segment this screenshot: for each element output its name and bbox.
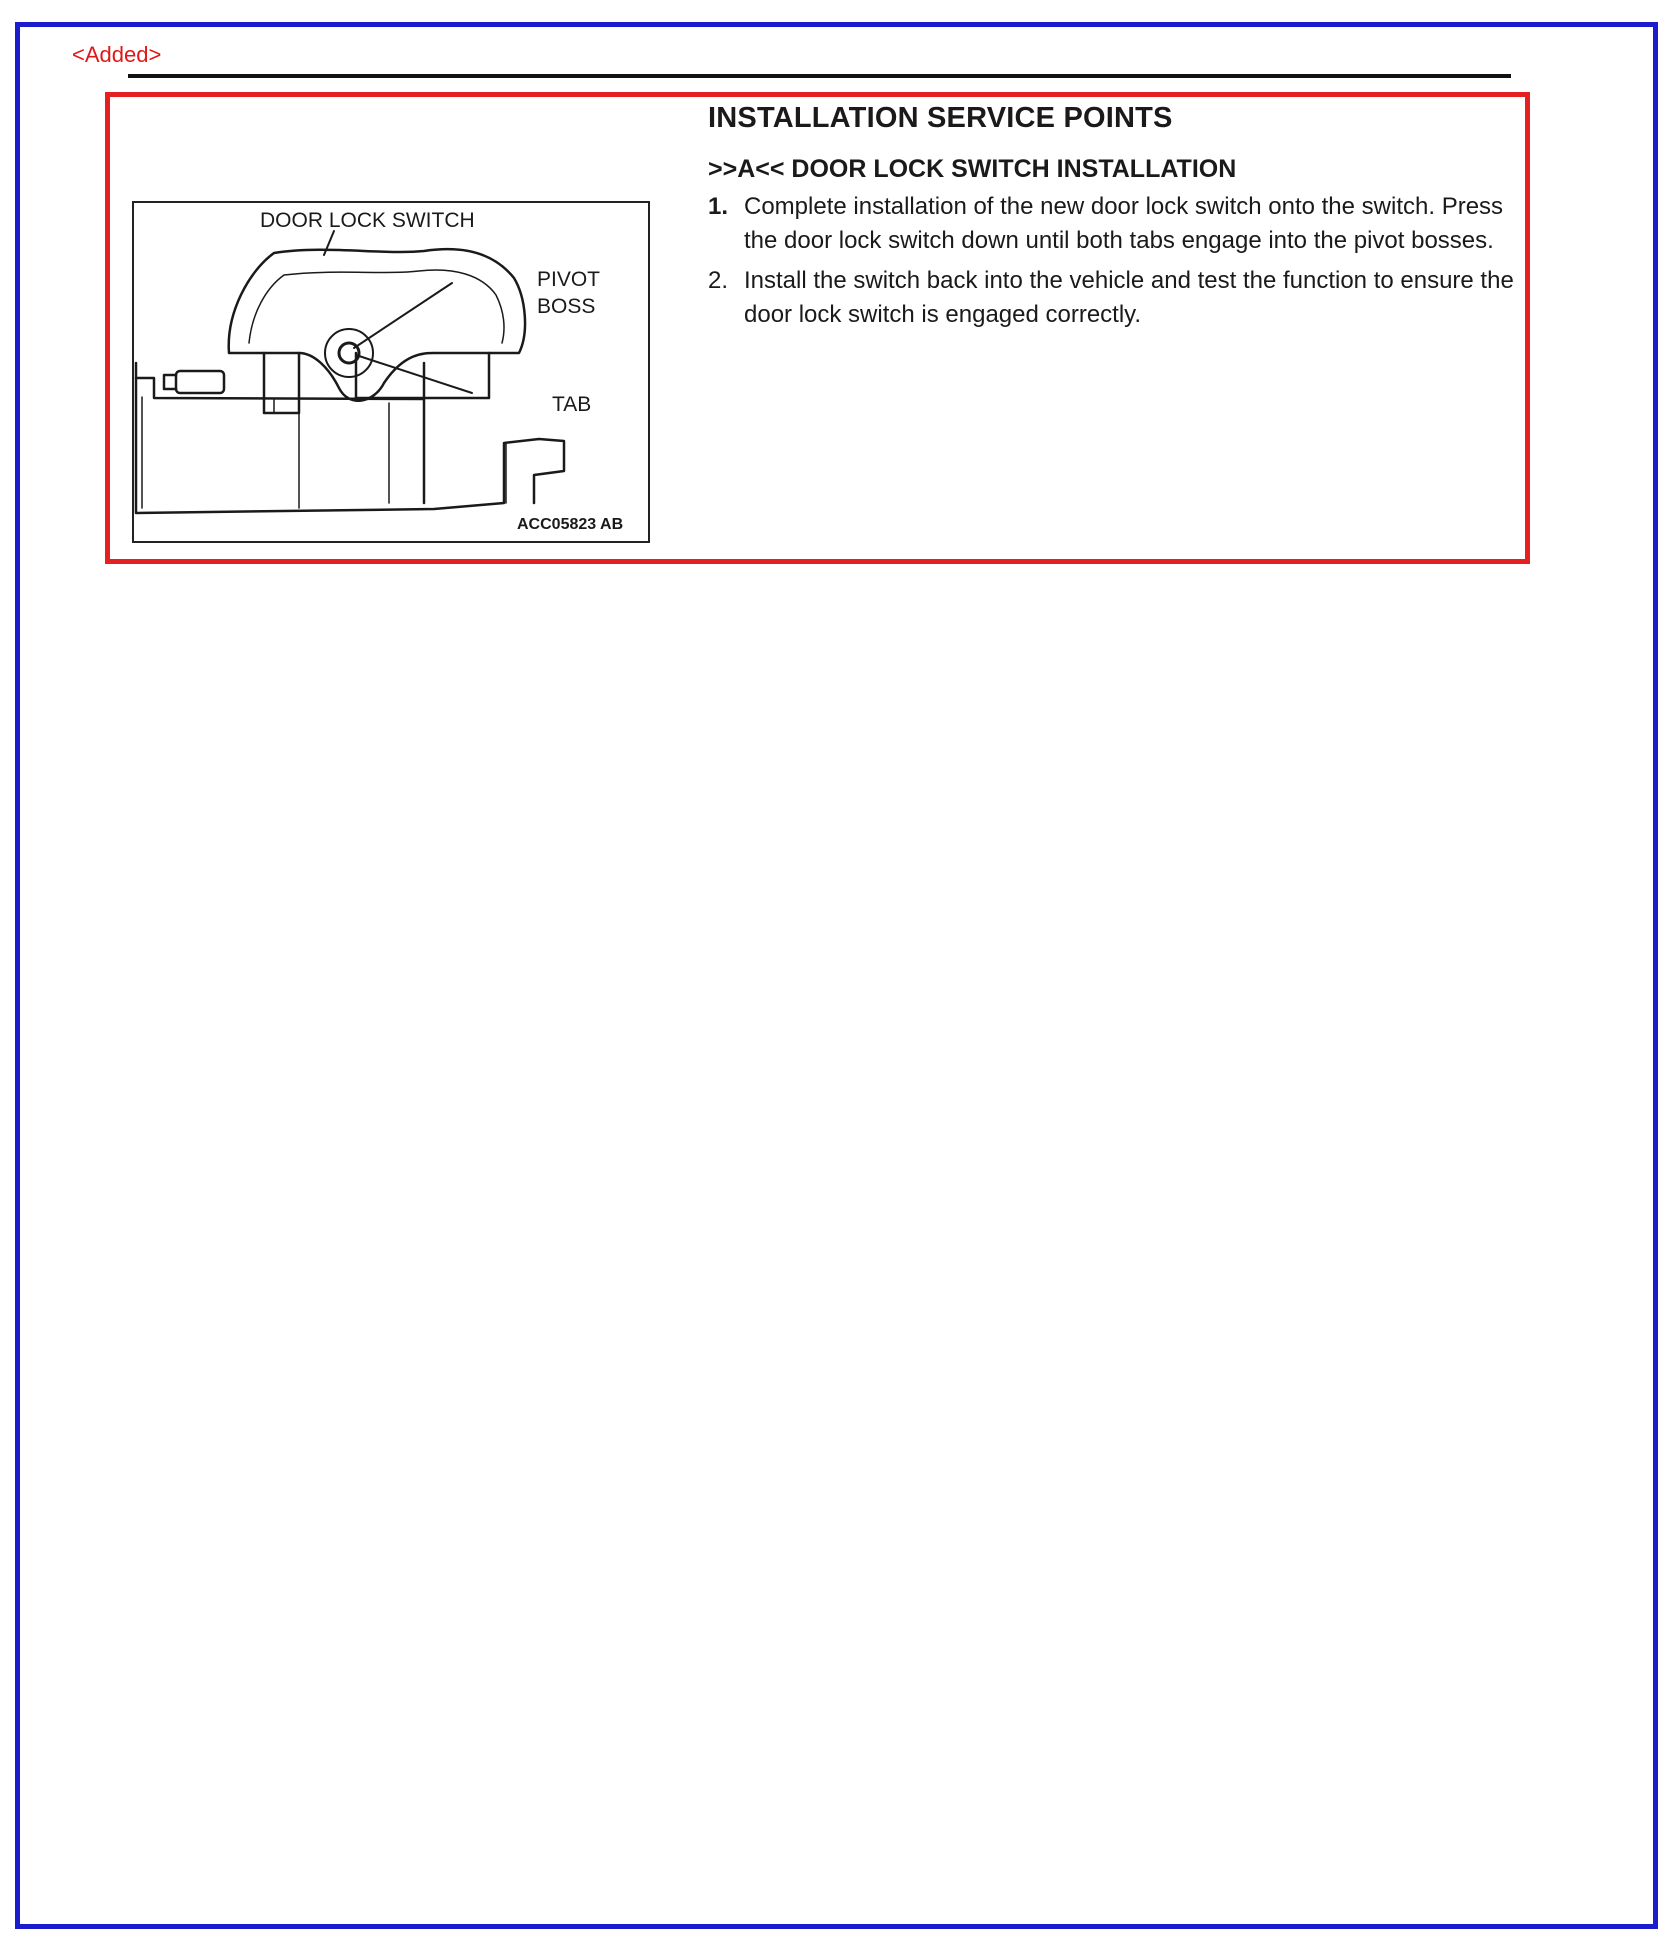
step-text: Complete installation of the new door lock switch onto the switch. Press the door lock switch down until both tabs engage into the pivot bosses.: [744, 193, 1504, 254]
section-title: INSTALLATION SERVICE POINTS: [708, 102, 1173, 134]
figure-id: ACC05823 AB: [517, 516, 624, 533]
step-number: 2.: [708, 267, 729, 294]
step-number: 1.: [708, 193, 729, 220]
step-text: Install the switch back into the vehicle and test the function to ensure the door lock switch is engaged correctly.: [744, 267, 1514, 328]
instructions-column: [708, 98, 1518, 338]
step-item: [708, 190, 1518, 258]
label-boss: BOSS: [537, 295, 596, 318]
door-lock-switch-figure: [132, 201, 650, 543]
label-door-lock-switch: DOOR LOCK SWITCH: [260, 209, 475, 232]
procedure-subtitle: >>A<< DOOR LOCK SWITCH INSTALLATION: [708, 155, 1237, 183]
added-tag: <Added>: [72, 42, 162, 67]
step-item: [708, 264, 1518, 332]
label-pivot: PIVOT: [537, 268, 601, 291]
label-tab: TAB: [552, 393, 592, 416]
door-lock-switch-drawing: [134, 203, 648, 541]
top-rule: [128, 74, 1511, 78]
steps-list: [708, 190, 1518, 332]
